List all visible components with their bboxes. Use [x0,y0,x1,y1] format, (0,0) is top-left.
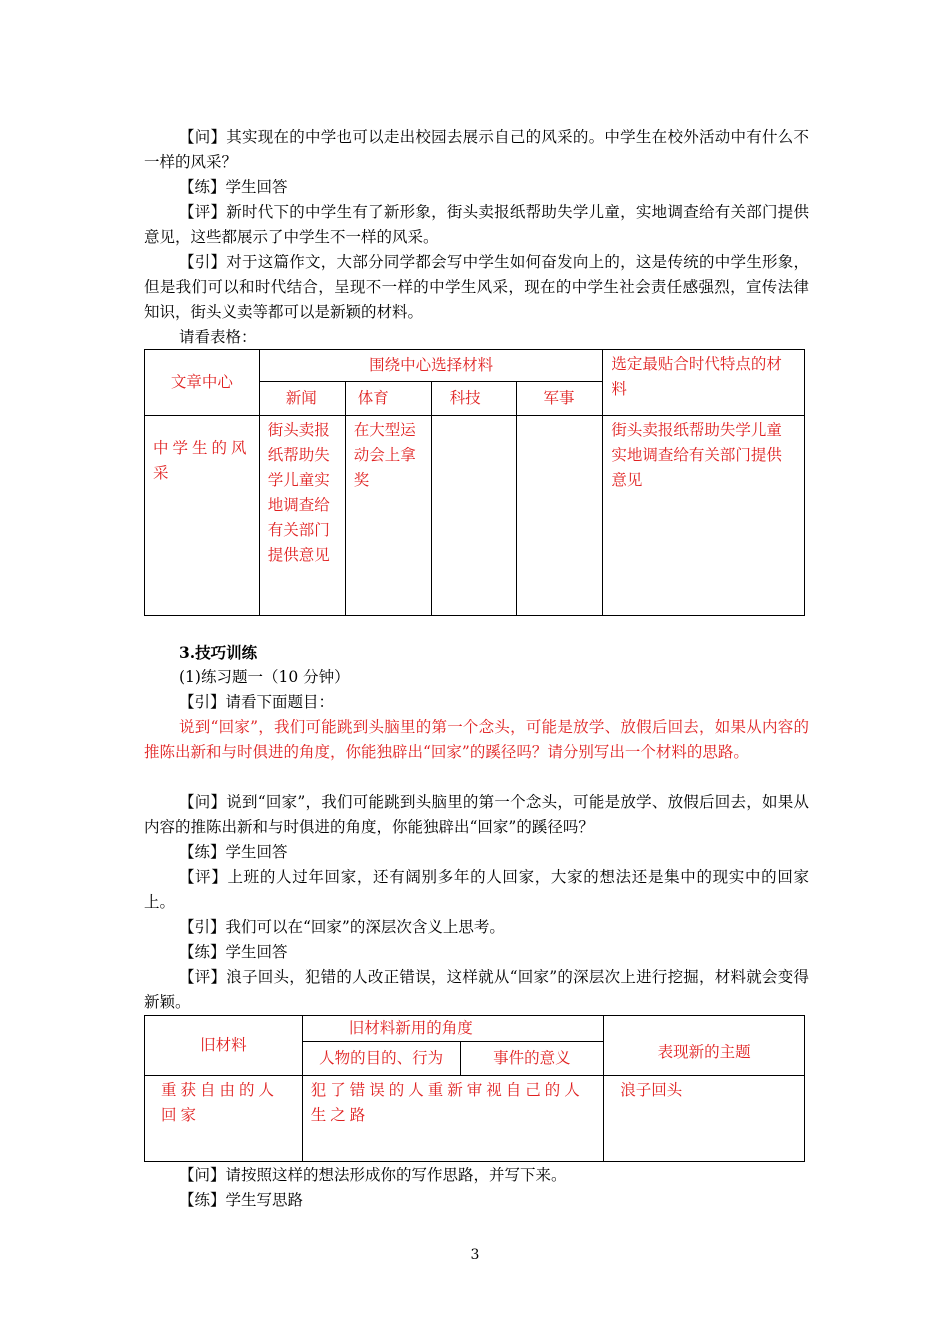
header-tech: 科技 [431,382,517,416]
paragraph-see-table: 请看表格： [179,328,257,346]
header-center: 文章中心 [145,350,260,416]
paragraph-practice-2: 【练】学生回答 [179,843,288,861]
paragraph-practice-3: 【练】学生回答 [179,943,288,961]
paragraph-practice: 【练】学生回答 [179,178,288,196]
paragraph-comment-3: 【评】浪子回头，犯错的人改正错误，这样就从“回家”的深层次上进行挖掘，材料就会变得新颖。 [144,968,809,1011]
material-table [144,349,805,616]
cell-best [603,416,805,616]
paragraph-question: 【问】其实现在的中学也可以走出校园去展示自己的风采的。中学生在校外活动中有什么不一样的风采？ [144,128,809,171]
header-new-theme: 表现新的主题 [604,1016,805,1076]
cell-best-line-1: 街头卖报纸帮助失学儿童 [611,421,782,439]
exercise-title: (1)练习题一（10 分钟） [179,668,350,686]
cell-new-theme: 浪子回头 [604,1076,805,1162]
header-old-material: 旧材料 [145,1016,303,1076]
header-news: 新闻 [259,382,345,416]
paragraph-question-3: 【问】请按照这样的想法形成你的写作思路，并写下来。 [179,1166,567,1184]
cell-sports: 在大型运动会上拿奖 [345,416,431,616]
header-new-angle: 旧材料新用的角度 [302,1016,604,1042]
page-number: 3 [470,1247,480,1263]
section-heading: 3.技巧训练 [179,643,258,662]
cell-tech [431,416,517,616]
header-best-material: 选定最贴合时代特点的材料 [603,350,805,416]
cell-center: 中学生的风采 [145,416,260,616]
paragraph-practice-4: 【练】学生写思路 [179,1191,304,1209]
paragraph-guide-3: 【引】我们可以在“回家”的深层次含义上思考。 [179,918,505,936]
new-use-table [144,1015,805,1162]
cell-new-angle: 犯了错误的人重新审视自己的人生之路 [302,1076,604,1162]
paragraph-question-2: 【问】说到“回家”，我们可能跳到头脑里的第一个念头，可能是放学、放假后回去，如果从内容的推陈出新和与时俱进的角度，你能独辟出“回家”的蹊径吗？ [144,793,809,836]
paragraph-guide-2: 【引】请看下面题目： [179,693,335,711]
header-military: 军事 [517,382,603,416]
header-sports: 体育 [345,382,431,416]
cell-news: 街头卖报纸帮助失学儿童实地调查给有关部门提供意见 [259,416,345,616]
exercise-prompt: 说到“回家”，我们可能跳到头脑里的第一个念头，可能是放学、放假后回去，如果从内容的推陈出新和与时俱进的角度，你能独辟出“回家”的蹊径吗？请分别写出一个材料的思路。 [144,718,809,761]
header-meaning: 事件的意义 [460,1042,604,1076]
header-choose-material: 围绕中心选择材料 [259,350,603,382]
paragraph-guide: 【引】对于这篇作文，大部分同学都会写中学生如何奋发向上的，这是传统的中学生形象，但是我们可以和时代结合，呈现不一样的中学生风采，现在的中学生社会责任感强烈，宣传法律知识，街头义卖等都可以是新颖的材料。 [144,253,809,321]
paragraph-comment-2: 【评】上班的人过年回家，还有阔别多年的人回家，大家的想法还是集中的现实中的回家上。 [144,868,809,911]
cell-best-line-2: 实地调查给有关部门提供意见 [611,446,782,489]
cell-old-material: 重获自由的人回家 [145,1076,303,1162]
header-purpose: 人物的目的、行为 [302,1042,460,1076]
cell-military [517,416,603,616]
paragraph-comment: 【评】新时代下的中学生有了新形象，街头卖报纸帮助失学儿童，实地调查给有关部门提供意见，这些都展示了中学生不一样的风采。 [144,203,809,246]
